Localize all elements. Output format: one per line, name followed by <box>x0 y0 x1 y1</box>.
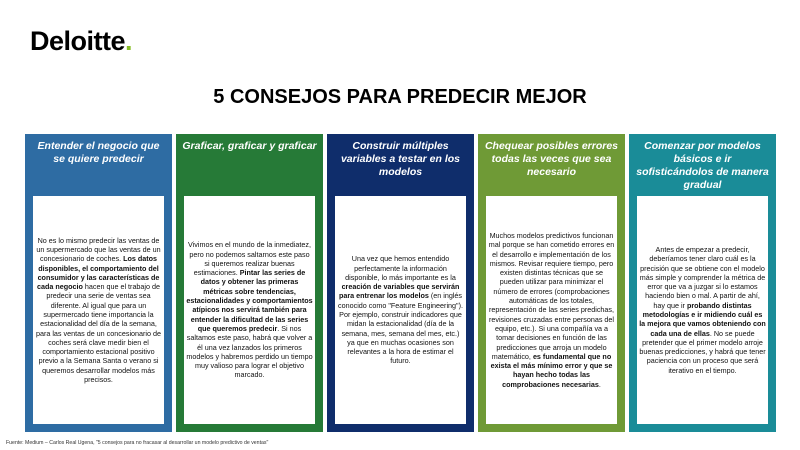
tip-card-text <box>186 240 313 379</box>
logo-dot: . <box>125 26 133 56</box>
tip-card-heading: Entender el negocio que se quiere predecir <box>37 140 160 165</box>
source-footnote: Fuente: Medium – Carlos Real Ugena, "5 consejos para no fracasar al desarrollar un modelo predictivo de ventas" <box>6 440 269 446</box>
tip-card-text <box>639 245 766 375</box>
tip-text-segment: . Si nos saltamos este paso, habrá que volver a él una vez lanzados los primeros modelos y habremos perdido un tiempo muy valioso para lograr el objetivo marcado. <box>186 323 313 380</box>
tip-card-body <box>637 196 768 424</box>
tip-card-heading: Construir múltiples variables a testar en los modelos <box>340 140 461 178</box>
tip-text-highlight: Pintar las series de datos y obtener las primeras métricas sobre tendencias, estacionalidades y comportamientos atípicos nos servirá también para entender la dificultad de las series que queremos predecir <box>186 268 313 333</box>
tip-card-body <box>184 196 315 424</box>
tip-text-segment: Una vez que hemos entendido perfectamente la información disponible, lo más importante es la <box>345 254 456 282</box>
tip-text-segment: Vivimos en el mundo de la inmediatez, pero no podemos saltarnos este paso si queremos realizar buenas estimaciones. <box>188 240 311 278</box>
tip-card-3 <box>327 134 474 432</box>
tip-card-text <box>337 254 464 366</box>
tip-card-2 <box>176 134 323 432</box>
tip-card-body <box>33 196 164 424</box>
tip-card-text <box>35 236 162 385</box>
tip-text-highlight: Los datos disponibles, el comportamiento del consumidor y las características de cada negocio <box>36 254 160 292</box>
tip-card-5 <box>629 134 776 432</box>
tip-card-heading: Comenzar por modelos básicos e ir sofisticándolos de manera gradual <box>636 140 769 191</box>
deloitte-logo <box>30 26 132 57</box>
tip-card-text <box>488 231 615 389</box>
tip-card-4 <box>478 134 625 432</box>
tip-card-heading: Chequear posibles errores todas las veces que sea necesario <box>484 140 619 178</box>
tip-text-segment: hacen que el trabajo de predecir una serie de ventas sea diferente. Al igual que para un supermercado tiene importancia la estacionalidad del día de la semana, para las ventas de un concesionario de coches será clave medir bien el comportamiento estacional positivo previo a la Semana Santa o verano si queremos desarrollar modelos más precisos. <box>35 282 162 385</box>
tip-card-body <box>486 196 617 424</box>
tip-card-1 <box>25 134 172 432</box>
tip-text-segment: No es lo mismo predecir las ventas de un supermercado que las ventas de un concesionario de coches. <box>36 235 161 264</box>
tip-text-highlight: es fundamental que no exista el más mínimo error y que se hayan hecho todas las comprobaciones necesarias <box>490 351 613 389</box>
tip-text-segment: Muchos modelos predictivos funcionan mal porque se han cometido errores en el desarrollo e implementación de los mismos. Revisar requiere tiempo, pero existen distintas técnicas que se pueden utilizar para minimizar el número de errores (comprobaciones automáticas de los totales, representación de las series predichas, revisiones cruzadas entre personas del equipo, etc.). Si una compañía va a tomar decisiones en función de las predicciones que arroja un modelo matemático, <box>488 230 615 361</box>
tips-cards <box>25 134 775 432</box>
tip-text-segment: (en inglés conocido como "Feature Engineering"). Por ejemplo, construir indicadores que midan la estacionalidad (día de la semana, mes, semana del mes, etc.) ya que en muchas ocasiones son relevantes a la hora de estimar el futuro. <box>338 291 463 366</box>
tip-text-highlight: probando distintas metodologías e ir midiendo cuál es la mejora que vamos obteniendo con cada una de ellas <box>639 300 766 338</box>
tip-text-highlight: creación de variables que servirán para entrenar los modelos <box>338 282 460 301</box>
tip-text-segment: . <box>598 379 601 389</box>
page-title: 5 CONSEJOS PARA PREDECIR MEJOR <box>213 86 587 108</box>
tip-card-heading: Graficar, graficar y graficar <box>182 140 317 152</box>
logo-text: Deloitte <box>30 26 126 56</box>
tip-text-segment: . No se puede pretender que el primer modelo arroje buenas predicciones, y habrá que tener paciencia con un proceso que será iterativo en el tiempo. <box>639 328 766 375</box>
tip-text-segment: Antes de empezar a predecir, deberíamos tener claro cuál es la precisión que se obtiene con el modelo más simple y comprender la métrica de error que va a juzgar si lo estamos haciendo bien o mal. A partir de ahí, hay que ir <box>639 244 766 310</box>
tip-card-body <box>335 196 466 424</box>
